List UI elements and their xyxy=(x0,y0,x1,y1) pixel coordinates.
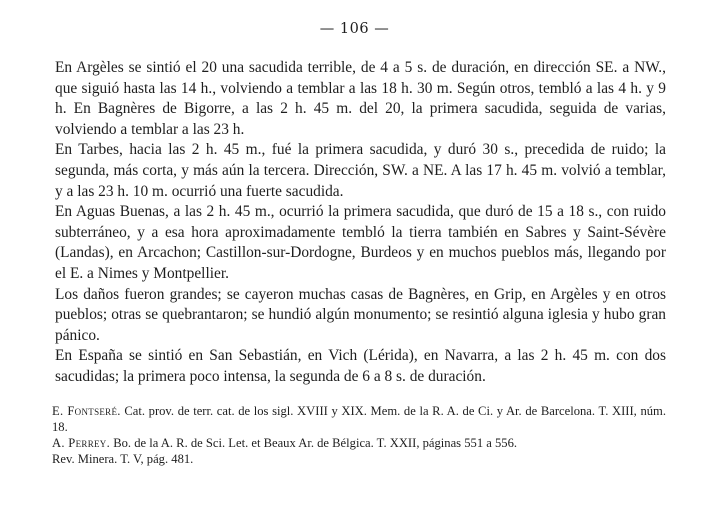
reference-rev-minera xyxy=(52,451,666,467)
paragraph-espana-text: En España se sintió en San Sebastián, en Vich (Lérida), en Navarra, a las 2 h. 45 m. con dos sacudidas; la primera poco intensa, la segunda de 6 a 8 s. de duración. xyxy=(55,347,666,385)
reference-fontsere xyxy=(52,403,666,435)
paragraph-espana xyxy=(55,346,666,387)
page-number: — 106 — xyxy=(319,21,390,37)
body-text xyxy=(55,58,666,388)
paragraph-aguas-buenas xyxy=(55,202,666,284)
paragraph-argeles xyxy=(55,58,666,140)
reference-perrey-author: A. Perrey. xyxy=(52,436,111,450)
paragraph-tarbes xyxy=(55,140,666,202)
paragraph-aguas-buenas-text: En Aguas Buenas, a las 2 h. 45 m., ocurrió la primera sacudida, que duró de 15 a 18 s., con ruido subterráneo, y a esa hora aproximadamente tembló la tierra también en Sabres y Saint-Sévère (Landas), en Arcachon; Castillon-sur-Dordogne, Burdeos y en muchos pueblos más, llegando por el E. a Nimes y Montpellier. xyxy=(55,203,666,282)
reference-rev-minera-text: Rev. Minera. T. V, pág. 481. xyxy=(52,452,194,466)
reference-perrey xyxy=(52,435,666,451)
paragraph-danos xyxy=(55,285,666,347)
references xyxy=(52,403,666,467)
paragraph-tarbes-text: En Tarbes, hacia las 2 h. 45 m., fué la primera sacudida, y duró 30 s., precedida de ruido; la segunda, más corta, y más aún la tercera. Dirección, SW. a NE. A las 17 h. 45 m. volvió a temblar, y a las 23 h. 10 m. ocurrió una fuerte sacudida. xyxy=(55,141,666,200)
reference-fontsere-text: Cat. prov. de terr. cat. de los sigl. XVIII y XIX. Mem. de la R. A. de Ci. y Ar. de Barcelona. T. XIII, núm. 18. xyxy=(52,404,666,434)
paragraph-argeles-text: En Argèles se sintió el 20 una sacudida terrible, de 4 a 5 s. de duración, en dirección SE. a NW., que siguió hasta las 14 h., volviendo a temblar a las 18 h. 30 m. Según otros, tembló a las 4 h. y 9 h. En Bagnères de Bigorre, a las 2 h. 45 m. del 20, la primera sacudida, seguida de varias, volviendo a temblar a las 23 h. xyxy=(55,59,666,138)
reference-perrey-text: Bo. de la A. R. de Sci. Let. et Beaux Ar. de Bélgica. T. XXII, páginas 551 a 556. xyxy=(113,436,518,450)
paragraph-danos-text: Los daños fueron grandes; se cayeron muchas casas de Bagnères, en Grip, en Argèles y en otros pueblos; otras se quebrantaron; se hundió algún monumento; se resintió alguna iglesia y hubo gran pánico. xyxy=(55,285,666,344)
reference-fontsere-author: E. Fontseré. xyxy=(52,404,121,418)
